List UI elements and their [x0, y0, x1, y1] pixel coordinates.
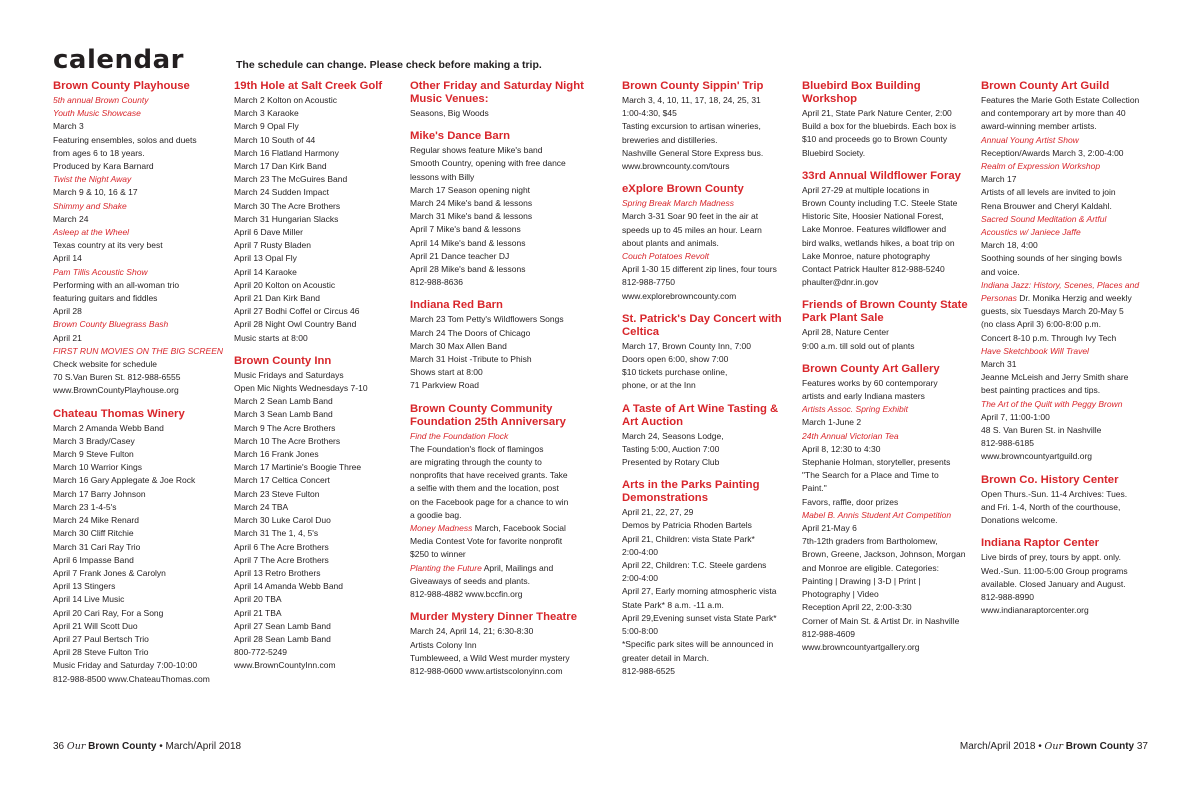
calendar-column-5 [802, 80, 972, 664]
event-detail: Artists Colony Inn [410, 639, 477, 650]
event-detail: April 6 Impasse Band [53, 554, 134, 565]
event-detail: phone, or at the Inn [622, 380, 696, 391]
event-subtitle: Realm of Expression Workshop [981, 161, 1101, 172]
event-detail: guests, six Tuesdays March 20-May 5 [981, 306, 1124, 317]
event-detail: Donations welcome. [981, 515, 1058, 526]
page-title: calendar [53, 45, 184, 75]
event-detail: April 27 Sean Lamb Band [234, 620, 331, 631]
event-detail: Nashville General Store Express bus. [622, 147, 764, 158]
event-title: Brown County Playhouse [53, 80, 190, 92]
event-detail: March 24 Mike Renard [53, 515, 139, 526]
event-detail: Lake Monroe, nature photography [802, 250, 931, 261]
event-detail: Reception April 22, 2:00-3:30 [802, 602, 912, 613]
issue-date: March/April 2018 • [959, 741, 1045, 752]
event-detail: April 21 TBA [234, 607, 282, 618]
event-detail: award-winning member artists. [981, 121, 1097, 132]
event-detail: March 16 Frank Jones [234, 449, 319, 460]
event-detail: March 23 1-4-5's [53, 501, 117, 512]
event-detail: March 3-31 Soar 90 feet in the air at [622, 211, 759, 222]
event-block [234, 80, 404, 345]
event-detail: Giveaways of seeds and plants. [410, 575, 531, 586]
event-detail: speeds up to 45 miles an hour. Learn [622, 224, 762, 235]
event-detail: Featuring ensembles, solos and duets [53, 134, 197, 145]
event-detail: Paint." [802, 483, 827, 494]
event-detail: March 31 Hoist -Tribute to Phish [410, 354, 532, 365]
event-detail: Favors, raffle, door prizes [802, 496, 899, 507]
event-subtitle: Shimmy and Shake [53, 200, 127, 211]
event-detail: March 10 Warrior Kings [53, 462, 142, 473]
event-detail: bird walks, wetlands hikes, a boat trip on [802, 237, 955, 248]
event-detail: 70 S.Van Buren St. 812-988-6555 [53, 372, 181, 383]
event-title: Brown County Art Gallery [802, 362, 940, 375]
event-detail: April 28 Steve Fulton Trio [53, 647, 149, 658]
event-subtitle: Brown County Bluegrass Bash [53, 319, 169, 330]
event-detail: March 9 Opal Fly [234, 121, 299, 132]
event-detail: March 2 Kolton on Acoustic [234, 95, 338, 105]
event-title: Brown Co. History Center [981, 473, 1119, 486]
event-detail: March 17 Season opening night [410, 184, 531, 195]
calendar-column-2 [234, 80, 404, 683]
event-detail: Bluebird Society. [802, 147, 866, 158]
event-detail: $10 and proceeds go to Brown County [802, 134, 948, 145]
event-title: Indiana Raptor Center [981, 537, 1100, 550]
event-detail: breweries and distilleries. [622, 134, 718, 145]
event-detail: featuring guitars and fiddles [53, 293, 158, 304]
event-block [410, 299, 586, 392]
event-block [410, 403, 586, 602]
event-detail: March 1-June 2 [802, 417, 862, 428]
event-detail: about plants and animals. [622, 237, 719, 248]
event-detail: March 31 Mike's band & lessons [410, 211, 533, 222]
event-detail: a goodie bag. [410, 509, 462, 520]
event-detail: from ages 6 to 18 years. [53, 147, 145, 158]
event-detail: phaulter@dnr.in.gov [802, 277, 879, 288]
event-detail: March 17 Dan Kirk Band [234, 161, 327, 172]
event-detail: 5:00-8:00 [622, 626, 658, 637]
event-subtitle: Acoustics w/ Janiece Jaffe [981, 227, 1081, 238]
event-detail: 812-988-4609 [802, 628, 855, 639]
event-detail: 812-988-8636 [410, 277, 463, 288]
event-detail: March 30 The Acre Brothers [234, 200, 341, 211]
event-detail: 71 Parkview Road [410, 380, 479, 391]
event-block [234, 355, 404, 673]
event-detail: Produced by Kara Barnard [53, 161, 154, 172]
event-detail: March 23 Steve Fulton [234, 488, 320, 499]
event-detail: Music starts at 8:00 [234, 332, 308, 343]
event-detail: April 13 Retro Brothers [234, 567, 321, 578]
event-detail: "The Search for a Place and Time to [802, 470, 939, 481]
event-detail: April 6 Dave Miller [234, 227, 303, 238]
event-detail: nonprofits that have received grants. Take [410, 470, 568, 481]
event-detail: lessons with Billy [410, 171, 475, 182]
event-detail: April 6 The Acre Brothers [234, 541, 329, 552]
event-subtitle: Twist the Night Away [53, 174, 132, 185]
event-title: Chateau Thomas Winery [53, 407, 185, 420]
event-detail: Contact Patrick Haulter 812-988-5240 [802, 264, 945, 275]
event-detail: Concert 8-10 p.m. Through Ivy Tech [981, 332, 1117, 343]
event-subtitle [410, 522, 586, 535]
event-detail: Performing with an all-woman trio [53, 279, 180, 290]
event-detail: March 10 South of 44 [234, 134, 316, 145]
event-block [53, 80, 225, 398]
event-subtitle: Artists Assoc. Spring Exhibit [802, 404, 908, 415]
event-block [981, 474, 1151, 528]
event-detail: April 13 Stingers [53, 581, 116, 592]
event-detail: and voice. [981, 266, 1020, 277]
event-detail: www.BrownCountyInn.com [234, 660, 336, 671]
event-detail: Lake Monroe. Features wildflower and [802, 224, 947, 235]
event-detail: on the Facebook page for a chance to win [410, 496, 569, 507]
event-detail: March 16 Gary Applegate & Joe Rock [53, 475, 196, 486]
event-detail: March, Facebook Social [472, 523, 566, 534]
page-number-left: 36 [53, 741, 65, 752]
event-detail: April, Mailings and [481, 562, 554, 573]
event-detail: April 21 [53, 332, 82, 343]
schedule-note: The schedule can change. Please check before making a trip. [236, 59, 542, 71]
event-detail: March 23 The McGuires Band [234, 174, 348, 185]
event-detail: April 29,Evening sunset vista State Park* [622, 612, 777, 623]
event-detail: March 24 [53, 213, 89, 224]
event-detail: March 3 Brady/Casey [53, 435, 135, 446]
event-detail: Dr. Monika Herzig and weekly [1016, 293, 1132, 304]
event-subtitle: Sacred Sound Meditation & Artful [981, 213, 1107, 224]
event-detail: March 17 Martinie's Boogie Three [234, 462, 362, 473]
event-detail: March 30 Luke Carol Duo [234, 515, 331, 526]
event-block [410, 130, 586, 289]
event-detail: Reception/Awards March 3, 2:00-4:00 [981, 147, 1124, 158]
event-title: 33rd Annual Wildflower Foray [802, 169, 961, 182]
event-subtitle: Spring Break March Madness [622, 198, 734, 209]
event-detail: April 7 Frank Jones & Carolyn [53, 567, 166, 578]
event-detail: April 14 Live Music [53, 594, 125, 605]
event-title: Friends of Brown County State Park Plant Sale [802, 299, 968, 325]
event-detail: Brown County including T.C. Steele State [802, 198, 958, 209]
event-detail: April 21 Dance teacher DJ [410, 250, 510, 261]
event-title: Arts in the Parks Painting Demonstrations [622, 479, 760, 505]
event-detail: March 18, 4:00 [981, 240, 1038, 251]
event-detail: Presented by Rotary Club [622, 457, 720, 468]
event-detail: Seasons, Big Woods [410, 108, 489, 118]
event-subtitle: FIRST RUN MOVIES ON THE BIG SCREEN [53, 345, 224, 356]
event-detail: Painting | Drawing | 3-D | Print | [802, 575, 921, 586]
event-detail: Stephanie Holman, storyteller, presents [802, 457, 951, 468]
event-detail: Shows start at 8:00 [410, 367, 483, 378]
event-detail: Demos by Patricia Rhoden Bartels [622, 520, 752, 531]
event-detail: March 10 The Acre Brothers [234, 435, 341, 446]
event-subtitle: Mabel B. Annis Student Art Competition [802, 509, 952, 520]
event-detail: April 14 Amanda Webb Band [234, 581, 343, 592]
event-detail: March 23 Tom Petty's Wildflowers Songs [410, 314, 564, 325]
event-detail: March 3, 4, 10, 11, 17, 18, 24, 25, 31 [622, 95, 761, 105]
event-detail: Brown, Greene, Jackson, Johnson, Morgan [802, 549, 966, 560]
event-detail: greater detail in March. [622, 652, 709, 663]
event-detail: and Fri. 1-4, North of the courthouse, [981, 501, 1121, 512]
event-detail: April 20 TBA [234, 594, 282, 605]
event-detail: April 14 [53, 253, 82, 264]
event-detail: Build a box for the bluebirds. Each box is [802, 121, 957, 132]
event-block [410, 611, 586, 678]
event-detail: 812-988-0600 www.artistscolonyinn.com [410, 665, 563, 676]
event-subtitle: The Art of the Quilt with Peggy Brown [981, 398, 1123, 409]
event-title: Murder Mystery Dinner Theatre [410, 611, 577, 624]
event-detail: Doors open 6:00, show 7:00 [622, 354, 729, 365]
page-number-right: 37 [1136, 741, 1148, 752]
event-detail: April 27-29 at multiple locations in [802, 184, 930, 195]
event-detail: March 17 Celtica Concert [234, 475, 330, 486]
event-detail: March 31 Cari Ray Trio [53, 541, 141, 552]
event-block [802, 80, 972, 160]
event-detail: Photography | Video [802, 589, 879, 600]
event-subtitle: 24th Annual Victorian Tea [802, 430, 899, 441]
event-detail: March 17, Brown County Inn, 7:00 [622, 340, 751, 351]
magazine-our-logo: Our [66, 741, 86, 752]
event-detail: April 21, State Park Nature Center, 2:00 [802, 108, 952, 118]
event-detail: March 17 Barry Johnson [53, 488, 146, 499]
event-detail: Tumbleweed, a Wild West murder mystery [410, 652, 570, 663]
event-detail: March 2 Sean Lamb Band [234, 396, 333, 407]
event-title: St. Patrick's Day Concert with Celtica [622, 312, 782, 338]
event-detail: April 20 Cari Ray, For a Song [53, 607, 164, 618]
event-subtitle: Youth Music Showcase [53, 108, 141, 119]
event-detail: 9:00 a.m. till sold out of plants [802, 340, 915, 351]
event-detail: Open Thurs.-Sun. 11-4 Archives: Tues. [981, 488, 1128, 499]
event-detail: Regular shows feature Mike's band [410, 145, 543, 156]
event-detail: April 20 Kolton on Acoustic [234, 279, 336, 290]
footer-left [53, 740, 241, 754]
event-detail: April 28 Night Owl Country Band [234, 319, 357, 330]
event-detail: April 28 Sean Lamb Band [234, 633, 331, 644]
calendar-column-6 [981, 80, 1151, 627]
event-detail: Features works by 60 contemporary [802, 377, 938, 388]
event-detail: Corner of Main St. & Artist Dr. in Nashville [802, 615, 960, 626]
event-detail: 812-988-6185 [981, 438, 1034, 449]
event-detail: April 27 Paul Bertsch Trio [53, 633, 149, 644]
event-detail: March 9 The Acre Brothers [234, 422, 336, 433]
event-block [981, 80, 1151, 464]
event-detail: Media Contest Vote for favorite nonprofit [410, 536, 563, 547]
event-detail: *Specific park sites will be announced in [622, 639, 774, 650]
event-detail: Texas country at its very best [53, 240, 163, 251]
calendar-column-3 [410, 80, 586, 688]
event-detail: www.browncountyartguild.org [981, 451, 1093, 462]
event-subtitle: Pam Tillis Acoustic Show [53, 266, 148, 277]
event-block [53, 408, 225, 686]
calendar-column-1 [53, 80, 225, 696]
event-title: 19th Hole at Salt Creek Golf [234, 80, 383, 92]
event-detail: 812-988-8990 [981, 591, 1034, 602]
event-subtitle: Find the Foundation Flock [410, 430, 509, 441]
event-subtitle: Personas [981, 293, 1017, 304]
event-detail: 2:00-4:00 [622, 573, 658, 584]
event-detail: March 3 Sean Lamb Band [234, 409, 333, 420]
event-subtitle [981, 292, 1151, 305]
calendar-column-4 [622, 80, 792, 688]
event-detail: 7th-12th graders from Bartholomew, [802, 536, 938, 547]
event-detail: March 30 Cliff Ritchie [53, 528, 134, 539]
event-detail: Features the Marie Goth Estate Collection [981, 95, 1140, 105]
event-detail: are migrating through the county to [410, 457, 542, 468]
event-detail: April 28 [53, 306, 82, 317]
event-block [622, 80, 792, 173]
event-detail: artists and early Indiana masters [802, 391, 925, 402]
event-detail: Music Fridays and Saturdays [234, 369, 344, 380]
event-detail: April 7 Mike's band & lessons [410, 224, 521, 235]
event-detail: $10 tickets purchase online, [622, 367, 728, 378]
event-detail: The Foundation's flock of flamingos [410, 443, 544, 454]
event-detail: 812-988-4882 www.bccfin.org [410, 589, 523, 600]
event-detail: April 7 The Acre Brothers [234, 554, 329, 565]
event-detail: 812-988-8500 www.ChateauThomas.com [53, 673, 210, 684]
event-detail: March 24 Mike's band & lessons [410, 198, 533, 209]
event-subtitle: Asleep at the Wheel [53, 227, 130, 238]
event-title: A Taste of Art Wine Tasting & Art Auction [622, 402, 779, 428]
issue-date: • March/April 2018 [156, 741, 242, 752]
event-detail: 2:00-4:00 [622, 546, 658, 557]
event-subtitle: Couch Potatoes Revolt [622, 251, 709, 262]
event-subtitle: Have Sketchbook Will Travel [981, 345, 1089, 356]
event-detail: www.browncountyartgallery.org [802, 641, 920, 652]
event-detail: April 7, 11:00-1:00 [981, 411, 1050, 422]
event-detail: Artists of all levels are invited to join [981, 187, 1116, 198]
event-block [981, 537, 1151, 617]
event-detail: Smooth Country, opening with free dance [410, 158, 566, 169]
event-subtitle: Planting the Future [410, 562, 482, 573]
event-block [622, 403, 792, 470]
event-detail: Tasting excursion to artisan wineries, [622, 121, 761, 132]
event-detail: March 24 TBA [234, 501, 289, 512]
event-detail: April 21-May 6 [802, 523, 857, 534]
event-detail: State Park* 8 a.m. -11 a.m. [622, 599, 724, 610]
event-title: Brown County Community Foundation 25th Anniversary [410, 402, 566, 428]
event-detail: April 14 Karaoke [234, 266, 297, 277]
event-detail: 48 S. Van Buren St. in Nashville [981, 425, 1102, 436]
event-detail: (no class April 3) 6:00-8:00 p.m. [981, 319, 1102, 330]
event-detail: March 24 Sudden Impact [234, 187, 329, 198]
event-block [802, 363, 972, 654]
event-detail: Wed.-Sun. 11:00-5:00 Group programs [981, 565, 1128, 576]
event-detail: March 24 The Doors of Chicago [410, 327, 531, 338]
event-detail: March 9 Steve Fulton [53, 449, 134, 460]
event-detail: $250 to winner [410, 549, 466, 560]
event-detail: April 21, Children: vista State Park* [622, 533, 755, 544]
magazine-name: Brown County [88, 741, 157, 752]
event-detail: www.browncounty.com/tours [622, 161, 730, 172]
event-detail: and contemporary art by more than 40 [981, 108, 1126, 119]
event-detail: April 8, 12:30 to 4:30 [802, 443, 881, 454]
event-title: Bluebird Box Building Workshop [802, 80, 921, 105]
event-subtitle: 5th annual Brown County [53, 95, 149, 105]
event-block [802, 170, 972, 290]
event-detail: April 1-30 15 different zip lines, four tours [622, 264, 777, 275]
event-detail: April 22, Children: T.C. Steele gardens [622, 560, 767, 571]
footer-right [960, 740, 1148, 754]
event-detail: April 27, Early morning atmospheric vista [622, 586, 777, 597]
event-title: Mike's Dance Barn [410, 130, 511, 143]
event-detail: April 21, 22, 27, 29 [622, 507, 694, 518]
magazine-name: Brown County [1065, 741, 1135, 752]
event-block [802, 299, 972, 352]
event-detail: Rena Brouwer and Cheryl Kaldahl. [981, 200, 1112, 211]
event-block [622, 479, 792, 678]
event-detail: March 24, Seasons Lodge, [622, 430, 724, 441]
event-detail: Open Mic Nights Wednesdays 7-10 [234, 383, 368, 394]
event-detail: April 28, Nature Center [802, 327, 889, 338]
event-detail: www.BrownCountyPlayhouse.org [53, 385, 179, 396]
event-detail: Check website for schedule [53, 359, 157, 370]
event-subtitle: Money Madness [410, 523, 473, 534]
event-detail: Jeanne McLeish and Jerry Smith share [981, 372, 1129, 383]
event-detail: April 21 Will Scott Duo [53, 620, 138, 631]
event-title: eXplore Brown County [622, 183, 744, 196]
event-block [410, 80, 586, 120]
event-detail: March 3 [53, 121, 84, 132]
event-block [622, 183, 792, 303]
event-detail: available. Closed January and August. [981, 578, 1126, 589]
event-detail: March 31 [981, 359, 1017, 370]
event-detail: Live birds of prey, tours by appt. only. [981, 552, 1122, 563]
event-detail: April 21 Dan Kirk Band [234, 293, 320, 304]
event-subtitle: Annual Young Artist Show [981, 134, 1079, 145]
event-detail: best painting practices and tips. [981, 385, 1101, 396]
event-detail: April 7 Rusty Bladen [234, 240, 312, 251]
event-detail: March 31 Hungarian Slacks [234, 213, 339, 224]
event-detail: 1:00-4:30, $45 [622, 108, 677, 119]
event-detail: Soothing sounds of her singing bowls [981, 253, 1122, 264]
event-title: Indiana Red Barn [410, 299, 503, 312]
event-subtitle [410, 562, 586, 575]
event-detail: March 3 Karaoke [234, 108, 299, 119]
event-detail: March 24, April 14, 21; 6:30-8:30 [410, 626, 534, 637]
event-detail: March 2 Amanda Webb Band [53, 422, 164, 433]
event-detail: www.explorebrowncounty.com [622, 290, 737, 301]
event-detail: and Monroe are eligible. Categories: [802, 562, 940, 573]
event-detail: 800-772-5249 [234, 647, 287, 658]
event-detail: www.indianaraptorcenter.org [981, 605, 1089, 616]
event-subtitle: Indiana Jazz: History, Scenes, Places and [981, 279, 1140, 290]
event-detail: March 9 & 10, 16 & 17 [53, 187, 138, 198]
event-title: Brown County Art Guild [981, 80, 1110, 92]
event-detail: Music Friday and Saturday 7:00-10:00 [53, 660, 198, 671]
event-detail: April 27 Bodhi Coffel or Circus 46 [234, 306, 360, 317]
event-detail: Tasting 5:00, Auction 7:00 [622, 443, 720, 454]
event-detail: Historic Site, Hoosier National Forest, [802, 211, 944, 222]
event-detail: March 31 The 1, 4, 5's [234, 528, 319, 539]
event-detail: March 17 [981, 174, 1017, 185]
event-detail: 812-988-7750 [622, 277, 675, 288]
event-block [622, 313, 792, 393]
event-detail: April 28 Mike's band & lessons [410, 264, 526, 275]
event-title: Brown County Inn [234, 354, 332, 367]
event-detail: March 30 Max Allen Band [410, 340, 507, 351]
event-title: Brown County Sippin' Trip [622, 80, 764, 92]
magazine-our-logo: Our [1044, 741, 1063, 752]
event-title: Other Friday and Saturday Night Music Venues: [410, 80, 584, 105]
event-detail: April 14 Mike's band & lessons [410, 237, 526, 248]
event-detail: a selfie with them and the location, post [410, 483, 559, 494]
event-detail: March 16 Flatland Harmony [234, 147, 339, 158]
event-detail: 812-988-6525 [622, 665, 675, 676]
event-detail: April 13 Opal Fly [234, 253, 297, 264]
